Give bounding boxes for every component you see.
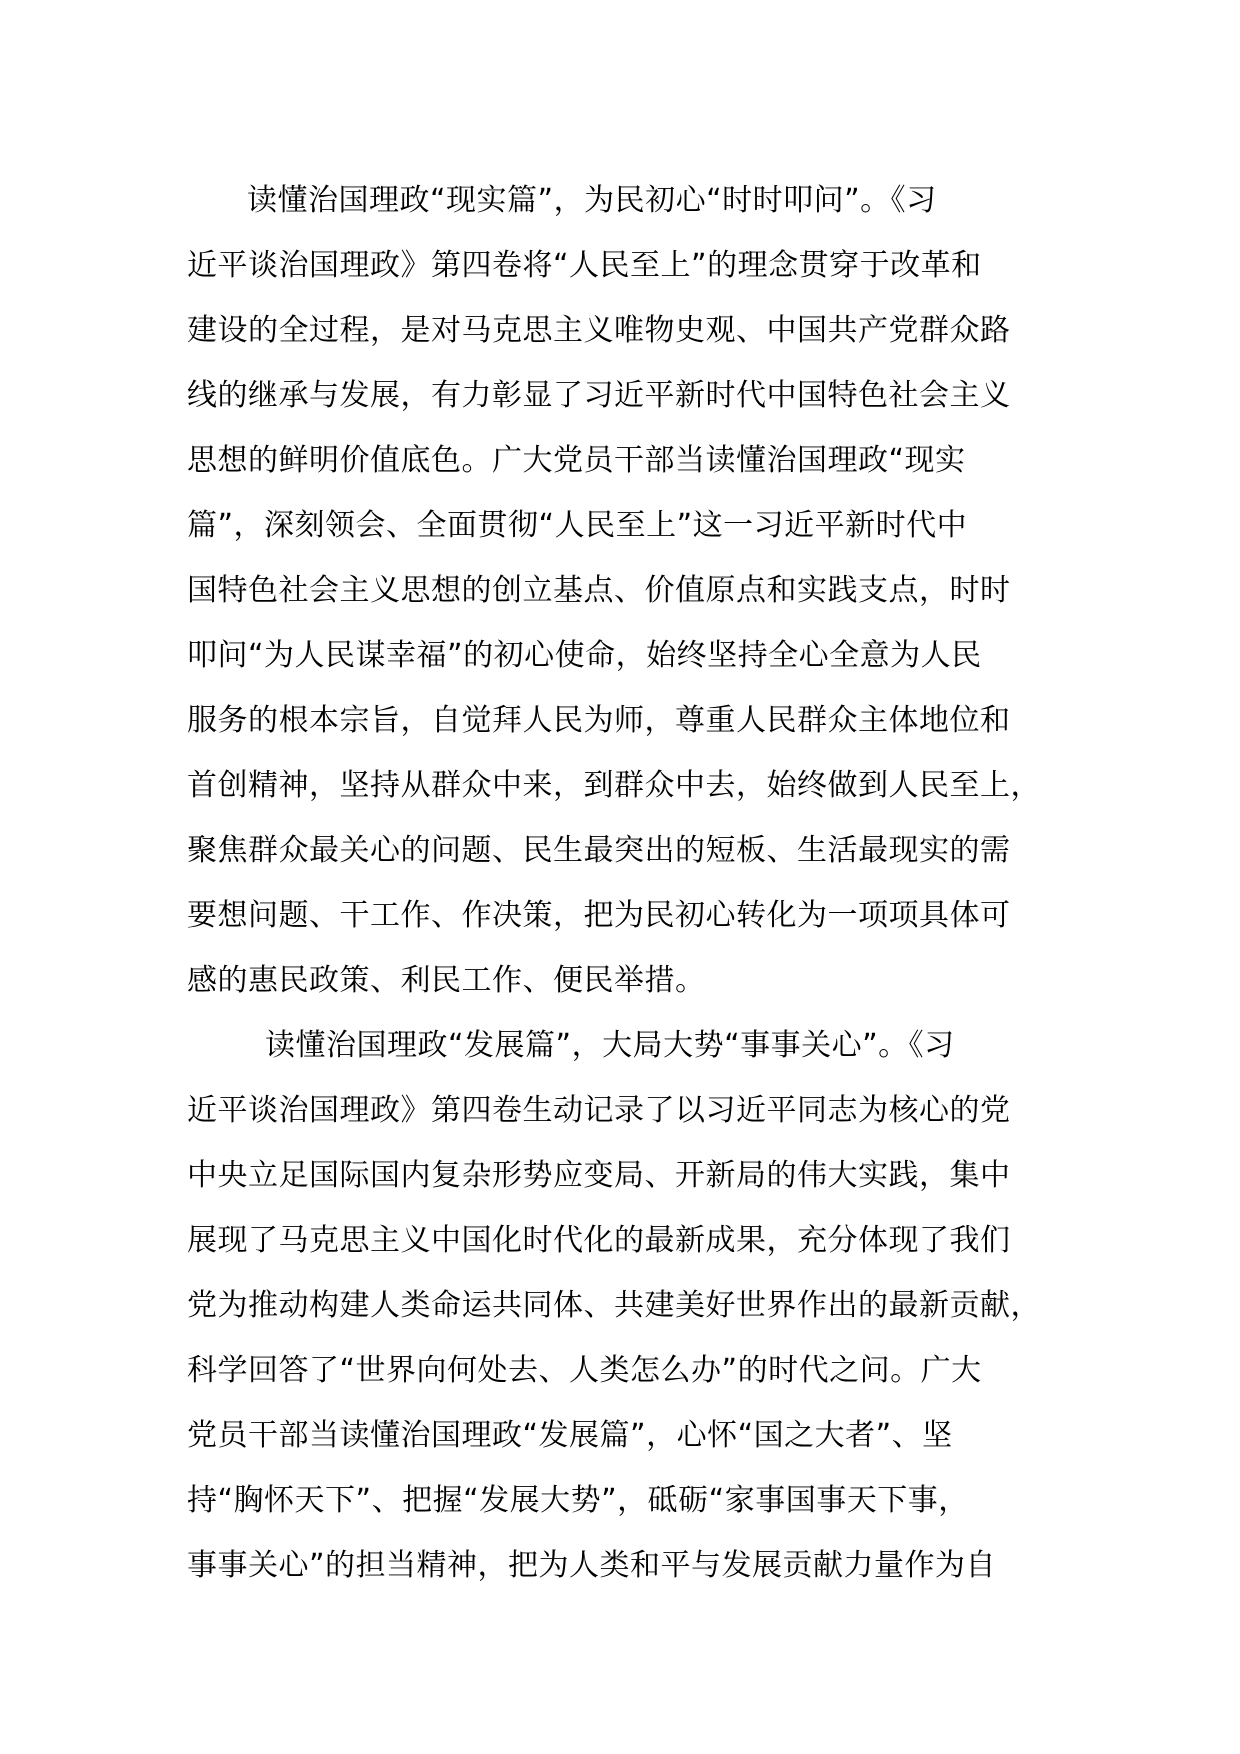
- text-line: 读懂治国理政“发展篇”，大局大势“事事关心”。《习: [265, 1028, 955, 1063]
- text-line: 展现了马克思主义中国化时代化的最新成果，充分体现了我们: [187, 1223, 1011, 1258]
- text-line: 近平谈治国理政》第四卷生动记录了以习近平同志为核心的党: [187, 1093, 1011, 1128]
- text-line: 要想问题、干工作、作决策，把为民初心转化为一项项具体可: [187, 898, 1011, 933]
- text-line: 思想的鲜明价值底色。广大党员干部当读懂治国理政“现实: [187, 443, 966, 478]
- text-line: 服务的根本宗旨，自觉拜人民为师，尊重人民群众主体地位和: [187, 703, 1011, 738]
- text-line: 科学回答了“世界向何处去、人类怎么办”的时代之问。广大: [187, 1353, 982, 1388]
- text-line: 线的继承与发展，有力彰显了习近平新时代中国特色社会主义: [187, 378, 1011, 413]
- text-line: 感的惠民政策、利民工作、便民举措。: [187, 963, 706, 998]
- text-line: 读懂治国理政“现实篇”，为民初心“时时叩问”。《习: [247, 183, 937, 218]
- text-line: 党员干部当读懂治国理政“发展篇”，心怀“国之大者”、坚: [187, 1418, 953, 1453]
- text-line: 近平谈治国理政》第四卷将“人民至上”的理念贯穿于改革和: [187, 248, 982, 283]
- text-line: 篇”，深刻领会、全面贯彻“人民至上”这一习近平新时代中: [187, 508, 968, 543]
- text-line: 首创精神，坚持从群众中来，到群众中去，始终做到人民至上，: [187, 768, 1041, 803]
- paragraph-development-chapter: [187, 1013, 1067, 1598]
- text-line: 建设的全过程，是对马克思主义唯物史观、中国共产党群众路: [187, 313, 1011, 348]
- text-line: 中央立足国际国内复杂形势应变局、开新局的伟大实践，集中: [187, 1158, 1011, 1193]
- text-line: 国特色社会主义思想的创立基点、价值原点和实践支点，时时: [187, 573, 1011, 608]
- document-body: [187, 168, 1067, 1598]
- text-line: 事事关心”的担当精神，把为人类和平与发展贡献力量作为自: [187, 1548, 997, 1583]
- text-line: 聚焦群众最关心的问题、民生最突出的短板、生活最现实的需: [187, 833, 1011, 868]
- text-line: 叩问“为人民谋幸福”的初心使命，始终坚持全心全意为人民: [187, 638, 982, 673]
- text-line: 持“胸怀天下”、把握“发展大势”，砥砺“家事国事天下事，: [187, 1483, 969, 1518]
- paragraph-reality-chapter: [187, 168, 1067, 1013]
- text-line: 党为推动构建人类命运共同体、共建美好世界作出的最新贡献，: [187, 1288, 1041, 1323]
